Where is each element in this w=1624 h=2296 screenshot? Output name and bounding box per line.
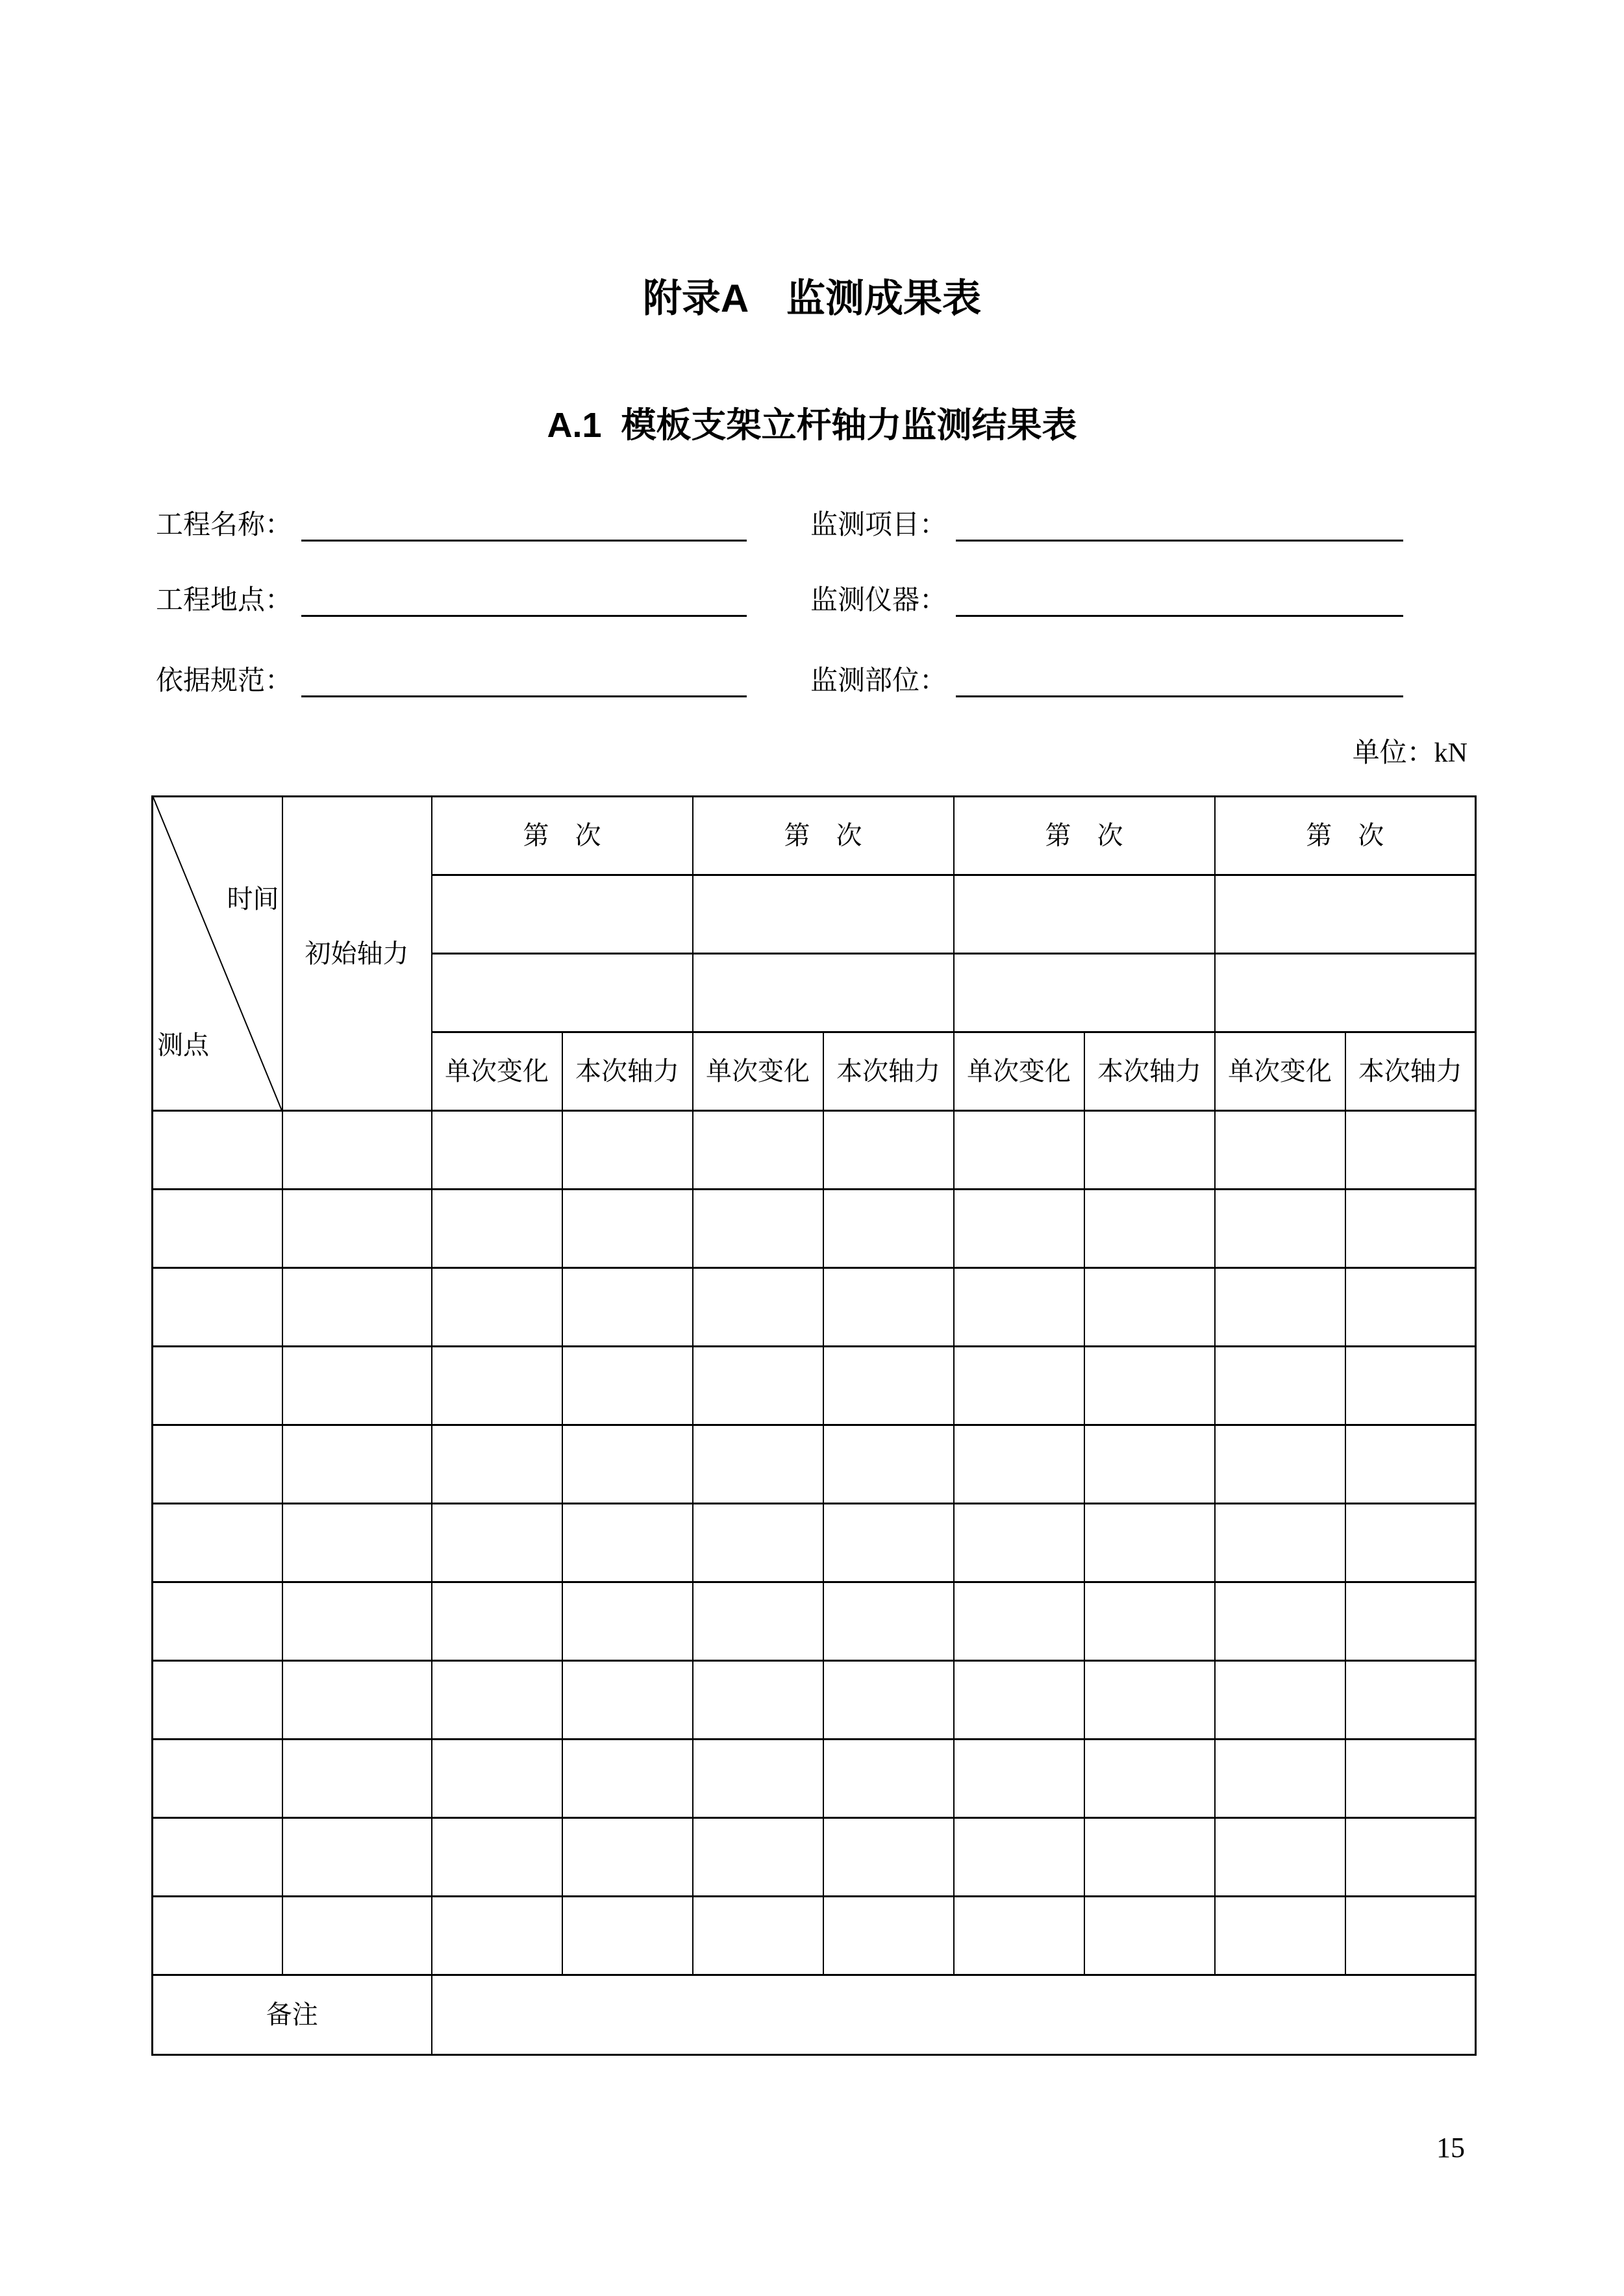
cycle-header-3: 第 次	[954, 797, 1215, 875]
data-cell[interactable]	[1084, 1111, 1215, 1190]
appendix-title: 附录A 监测成果表	[642, 277, 982, 320]
corner-cell	[153, 797, 282, 1111]
data-cell[interactable]	[562, 1504, 693, 1582]
data-cell[interactable]	[282, 1818, 432, 1897]
data-cell[interactable]	[1084, 1661, 1215, 1740]
data-cell[interactable]	[954, 1740, 1084, 1818]
data-cell[interactable]	[562, 1897, 693, 1975]
data-cell[interactable]	[1345, 1897, 1476, 1975]
measure-point-cell[interactable]	[153, 1661, 282, 1740]
data-cell[interactable]	[1215, 1268, 1345, 1347]
field-monitoring-item	[810, 508, 1403, 542]
data-cell[interactable]	[823, 1268, 954, 1347]
field-input-monitoring-instrument[interactable]	[956, 581, 1403, 617]
table-data-row	[153, 1111, 1476, 1190]
table-data-row	[153, 1425, 1476, 1504]
data-cell[interactable]	[432, 1582, 562, 1661]
data-cell[interactable]	[1345, 1661, 1476, 1740]
subheader-single-change-2: 单次变化	[693, 1032, 823, 1111]
data-cell[interactable]	[282, 1582, 432, 1661]
remark-label-cell: 备注	[153, 1975, 432, 2055]
data-cell[interactable]	[693, 1582, 823, 1661]
subheader-current-force-4: 本次轴力	[1345, 1032, 1476, 1111]
data-cell[interactable]	[1215, 1111, 1345, 1190]
field-monitoring-instrument	[810, 583, 1403, 617]
data-cell[interactable]	[562, 1111, 693, 1190]
data-cell[interactable]	[954, 1818, 1084, 1897]
field-label-monitoring-part: 监测部位：	[810, 666, 947, 696]
data-cell[interactable]	[1215, 1740, 1345, 1818]
data-cell[interactable]	[562, 1425, 693, 1504]
data-cell[interactable]	[823, 1111, 954, 1190]
data-cell[interactable]	[823, 1897, 954, 1975]
data-cell[interactable]	[1215, 1190, 1345, 1268]
measure-point-cell[interactable]	[153, 1425, 282, 1504]
measure-point-cell[interactable]	[153, 1582, 282, 1661]
data-cell[interactable]	[432, 1740, 562, 1818]
data-cell[interactable]	[954, 1190, 1084, 1268]
data-cell[interactable]	[282, 1111, 432, 1190]
subheader-single-change-1: 单次变化	[432, 1032, 562, 1111]
data-cell[interactable]	[823, 1504, 954, 1582]
data-cell[interactable]	[1345, 1347, 1476, 1425]
data-cell[interactable]	[693, 1818, 823, 1897]
data-cell[interactable]	[693, 1111, 823, 1190]
data-cell[interactable]	[432, 1897, 562, 1975]
field-label-monitoring-item: 监测项目：	[810, 510, 947, 540]
field-input-monitoring-part[interactable]	[956, 662, 1403, 697]
data-cell[interactable]	[823, 1740, 954, 1818]
table-data-row	[153, 1818, 1476, 1897]
cycle-blank-cell[interactable]	[954, 875, 1215, 954]
data-cell[interactable]	[1084, 1897, 1215, 1975]
data-cell[interactable]	[1084, 1190, 1215, 1268]
cycle-blank-cell[interactable]	[432, 954, 693, 1032]
data-cell[interactable]	[1345, 1111, 1476, 1190]
data-cell[interactable]	[562, 1582, 693, 1661]
cycle-blank-cell[interactable]	[693, 875, 954, 954]
data-cell[interactable]	[432, 1111, 562, 1190]
field-input-monitoring-item[interactable]	[956, 506, 1403, 542]
data-cell[interactable]	[823, 1425, 954, 1504]
data-cell[interactable]	[282, 1661, 432, 1740]
data-cell[interactable]	[432, 1190, 562, 1268]
table-data-row	[153, 1740, 1476, 1818]
field-monitoring-part	[810, 664, 1403, 697]
subheader-single-change-4: 单次变化	[1215, 1032, 1345, 1111]
table-data-row	[153, 1504, 1476, 1582]
cycle-header-4: 第 次	[1215, 797, 1476, 875]
data-cell[interactable]	[954, 1111, 1084, 1190]
data-cell[interactable]	[1345, 1268, 1476, 1347]
data-cell[interactable]	[432, 1347, 562, 1425]
field-label-reference-standard: 依据规范：	[156, 666, 293, 696]
data-cell[interactable]	[693, 1190, 823, 1268]
field-project-location	[156, 583, 747, 617]
data-cell[interactable]	[954, 1661, 1084, 1740]
cycle-blank-cell[interactable]	[1215, 875, 1476, 954]
data-cell[interactable]	[1084, 1740, 1215, 1818]
table-data-row	[153, 1268, 1476, 1347]
initial-force-header: 初始轴力	[282, 797, 432, 1111]
measure-point-cell[interactable]	[153, 1347, 282, 1425]
measure-point-cell[interactable]	[153, 1111, 282, 1190]
data-cell[interactable]	[1215, 1582, 1345, 1661]
cycle-blank-cell[interactable]	[693, 954, 954, 1032]
data-cell[interactable]	[1215, 1818, 1345, 1897]
data-cell[interactable]	[1345, 1818, 1476, 1897]
subheader-single-change-3: 单次变化	[954, 1032, 1084, 1111]
data-cell[interactable]	[1084, 1425, 1215, 1504]
cycle-blank-cell[interactable]	[1215, 954, 1476, 1032]
section-title: A.1 模板支架立杆轴力监测结果表	[547, 406, 1077, 445]
field-project-name	[156, 508, 747, 542]
data-cell[interactable]	[1215, 1425, 1345, 1504]
data-cell[interactable]	[562, 1740, 693, 1818]
data-cell[interactable]	[954, 1347, 1084, 1425]
measure-point-cell[interactable]	[153, 1818, 282, 1897]
data-cell[interactable]	[1215, 1504, 1345, 1582]
cycle-blank-cell[interactable]	[432, 875, 693, 954]
data-cell[interactable]	[282, 1190, 432, 1268]
data-cell[interactable]	[1345, 1582, 1476, 1661]
data-cell[interactable]	[432, 1268, 562, 1347]
measure-point-cell[interactable]	[153, 1897, 282, 1975]
data-cell[interactable]	[1084, 1582, 1215, 1661]
table-data-row	[153, 1661, 1476, 1740]
data-cell[interactable]	[1084, 1347, 1215, 1425]
data-cell[interactable]	[823, 1347, 954, 1425]
data-cell[interactable]	[954, 1425, 1084, 1504]
data-cell[interactable]	[823, 1661, 954, 1740]
table-data-row	[153, 1347, 1476, 1425]
data-cell[interactable]	[432, 1504, 562, 1582]
data-cell[interactable]	[432, 1818, 562, 1897]
subheader-current-force-2: 本次轴力	[823, 1032, 954, 1111]
field-label-project-name: 工程名称：	[156, 510, 293, 540]
cycle-blank-cell[interactable]	[954, 954, 1215, 1032]
corner-label-point: 测点	[157, 1030, 209, 1060]
data-cell[interactable]	[562, 1661, 693, 1740]
data-cell[interactable]	[1084, 1504, 1215, 1582]
table-data-row	[153, 1582, 1476, 1661]
field-input-project-location[interactable]	[301, 581, 747, 617]
corner-label-time: 时间	[227, 884, 279, 914]
cycle-header-2: 第 次	[693, 797, 954, 875]
measure-point-cell[interactable]	[153, 1268, 282, 1347]
data-cell[interactable]	[1215, 1347, 1345, 1425]
data-cell[interactable]	[562, 1347, 693, 1425]
data-cell[interactable]	[282, 1268, 432, 1347]
table-data-row	[153, 1897, 1476, 1975]
data-cell[interactable]	[432, 1425, 562, 1504]
data-cell[interactable]	[432, 1661, 562, 1740]
data-cell[interactable]	[1215, 1897, 1345, 1975]
data-cell[interactable]	[823, 1190, 954, 1268]
data-cell[interactable]	[693, 1504, 823, 1582]
page-number: 15	[1436, 2132, 1465, 2164]
data-cell[interactable]	[282, 1897, 432, 1975]
data-cell[interactable]	[693, 1268, 823, 1347]
data-cell[interactable]	[693, 1661, 823, 1740]
data-cell[interactable]	[954, 1504, 1084, 1582]
measure-point-cell[interactable]	[153, 1740, 282, 1818]
data-cell[interactable]	[823, 1818, 954, 1897]
data-cell[interactable]	[562, 1268, 693, 1347]
field-input-reference-standard[interactable]	[301, 662, 747, 697]
data-cell[interactable]	[1345, 1740, 1476, 1818]
data-cell[interactable]	[282, 1740, 432, 1818]
data-cell[interactable]	[1345, 1190, 1476, 1268]
data-cell[interactable]	[562, 1818, 693, 1897]
table-data-row	[153, 1190, 1476, 1268]
data-cell[interactable]	[1084, 1818, 1215, 1897]
cycle-header-1: 第 次	[432, 797, 693, 875]
data-cell[interactable]	[693, 1347, 823, 1425]
field-label-project-location: 工程地点：	[156, 586, 293, 616]
measure-point-cell[interactable]	[153, 1190, 282, 1268]
subheader-current-force-1: 本次轴力	[562, 1032, 693, 1111]
remark-value-cell[interactable]	[432, 1975, 1476, 2055]
data-cell[interactable]	[954, 1897, 1084, 1975]
data-cell[interactable]	[954, 1268, 1084, 1347]
field-label-monitoring-instrument: 监测仪器：	[810, 586, 947, 616]
data-cell[interactable]	[1215, 1661, 1345, 1740]
data-cell[interactable]	[282, 1347, 432, 1425]
data-cell[interactable]	[1084, 1268, 1215, 1347]
data-cell[interactable]	[954, 1582, 1084, 1661]
data-cell[interactable]	[823, 1582, 954, 1661]
monitoring-table	[151, 795, 1477, 2056]
unit-label: 单位：kN	[1352, 738, 1468, 768]
data-cell[interactable]	[282, 1504, 432, 1582]
data-cell[interactable]	[693, 1897, 823, 1975]
data-cell[interactable]	[282, 1425, 432, 1504]
field-input-project-name[interactable]	[301, 506, 747, 542]
field-reference-standard	[156, 664, 747, 697]
subheader-current-force-3: 本次轴力	[1084, 1032, 1215, 1111]
data-cell[interactable]	[562, 1190, 693, 1268]
data-cell[interactable]	[1345, 1425, 1476, 1504]
data-cell[interactable]	[693, 1425, 823, 1504]
data-cell[interactable]	[693, 1740, 823, 1818]
table-data-rows	[153, 1111, 1476, 1975]
measure-point-cell[interactable]	[153, 1504, 282, 1582]
diagonal-divider-line	[153, 797, 282, 1110]
data-cell[interactable]	[1345, 1504, 1476, 1582]
